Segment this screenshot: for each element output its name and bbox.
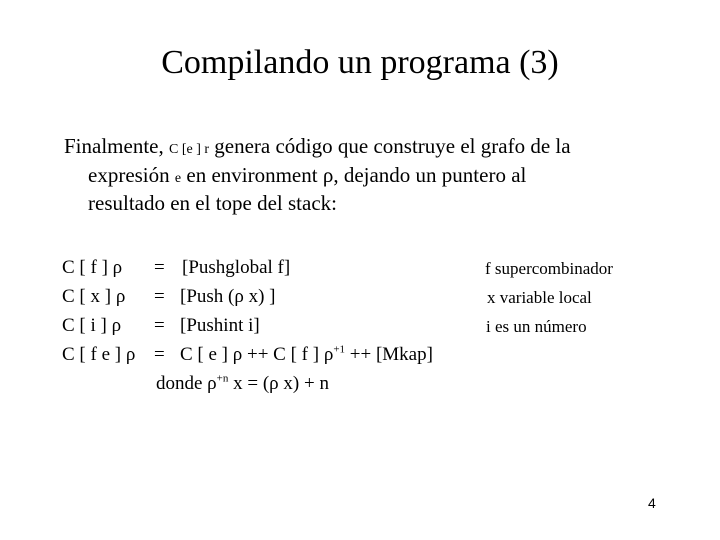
rule-note-x: x variable local	[487, 288, 592, 307]
donde-a: donde ρ	[156, 373, 217, 394]
intro-line-3: resultado en el tope del stack:	[88, 191, 337, 215]
intro-line2-b: en environment ρ, dejando un puntero al	[181, 163, 527, 187]
slide-title: Compilando un programa (3)	[161, 44, 559, 81]
donde-line	[156, 373, 329, 395]
rule-rhs-app	[180, 344, 433, 366]
rule-lhs-app: C [ f e ] ρ	[62, 344, 136, 365]
rule-eq-x: =	[154, 286, 165, 307]
rule-lhs-f: C [ f ] ρ	[62, 257, 123, 278]
rule-eq-i: =	[154, 315, 165, 336]
rule-eq-f: =	[154, 257, 165, 278]
rule-lhs-x: C [ x ] ρ	[62, 286, 126, 307]
rule-rhs-x: [Push (ρ x) ]	[180, 286, 276, 307]
rule-rhs-i: [Pushint i]	[180, 315, 260, 336]
page-number: 4	[648, 495, 656, 511]
donde-b: x = (ρ x) + n	[228, 373, 329, 394]
rule-rhs-app-a: C [ e ] ρ ++ C [ f ] ρ	[180, 344, 334, 365]
intro-prefix: Finalmente,	[64, 134, 169, 158]
expression-e: e	[174, 171, 182, 186]
rule-lhs-i: C [ i ] ρ	[62, 315, 122, 336]
rule-rhs-f: [Pushglobal f]	[182, 257, 291, 278]
rule-eq-app: =	[154, 344, 165, 365]
compile-scheme: C [e ] r	[168, 142, 210, 157]
rule-note-i: i es un número	[486, 317, 587, 336]
intro-line-1	[64, 132, 571, 164]
donde-sup: +n	[216, 372, 229, 385]
rule-rhs-app-b: ++ [Mkap]	[345, 344, 433, 365]
intro-after-scheme: genera código que construye el grafo de la	[209, 134, 571, 158]
rule-note-f: f supercombinador	[485, 259, 613, 278]
rule-rhs-app-sup: +1	[333, 343, 346, 356]
intro-line2-a: expresión	[88, 163, 175, 187]
